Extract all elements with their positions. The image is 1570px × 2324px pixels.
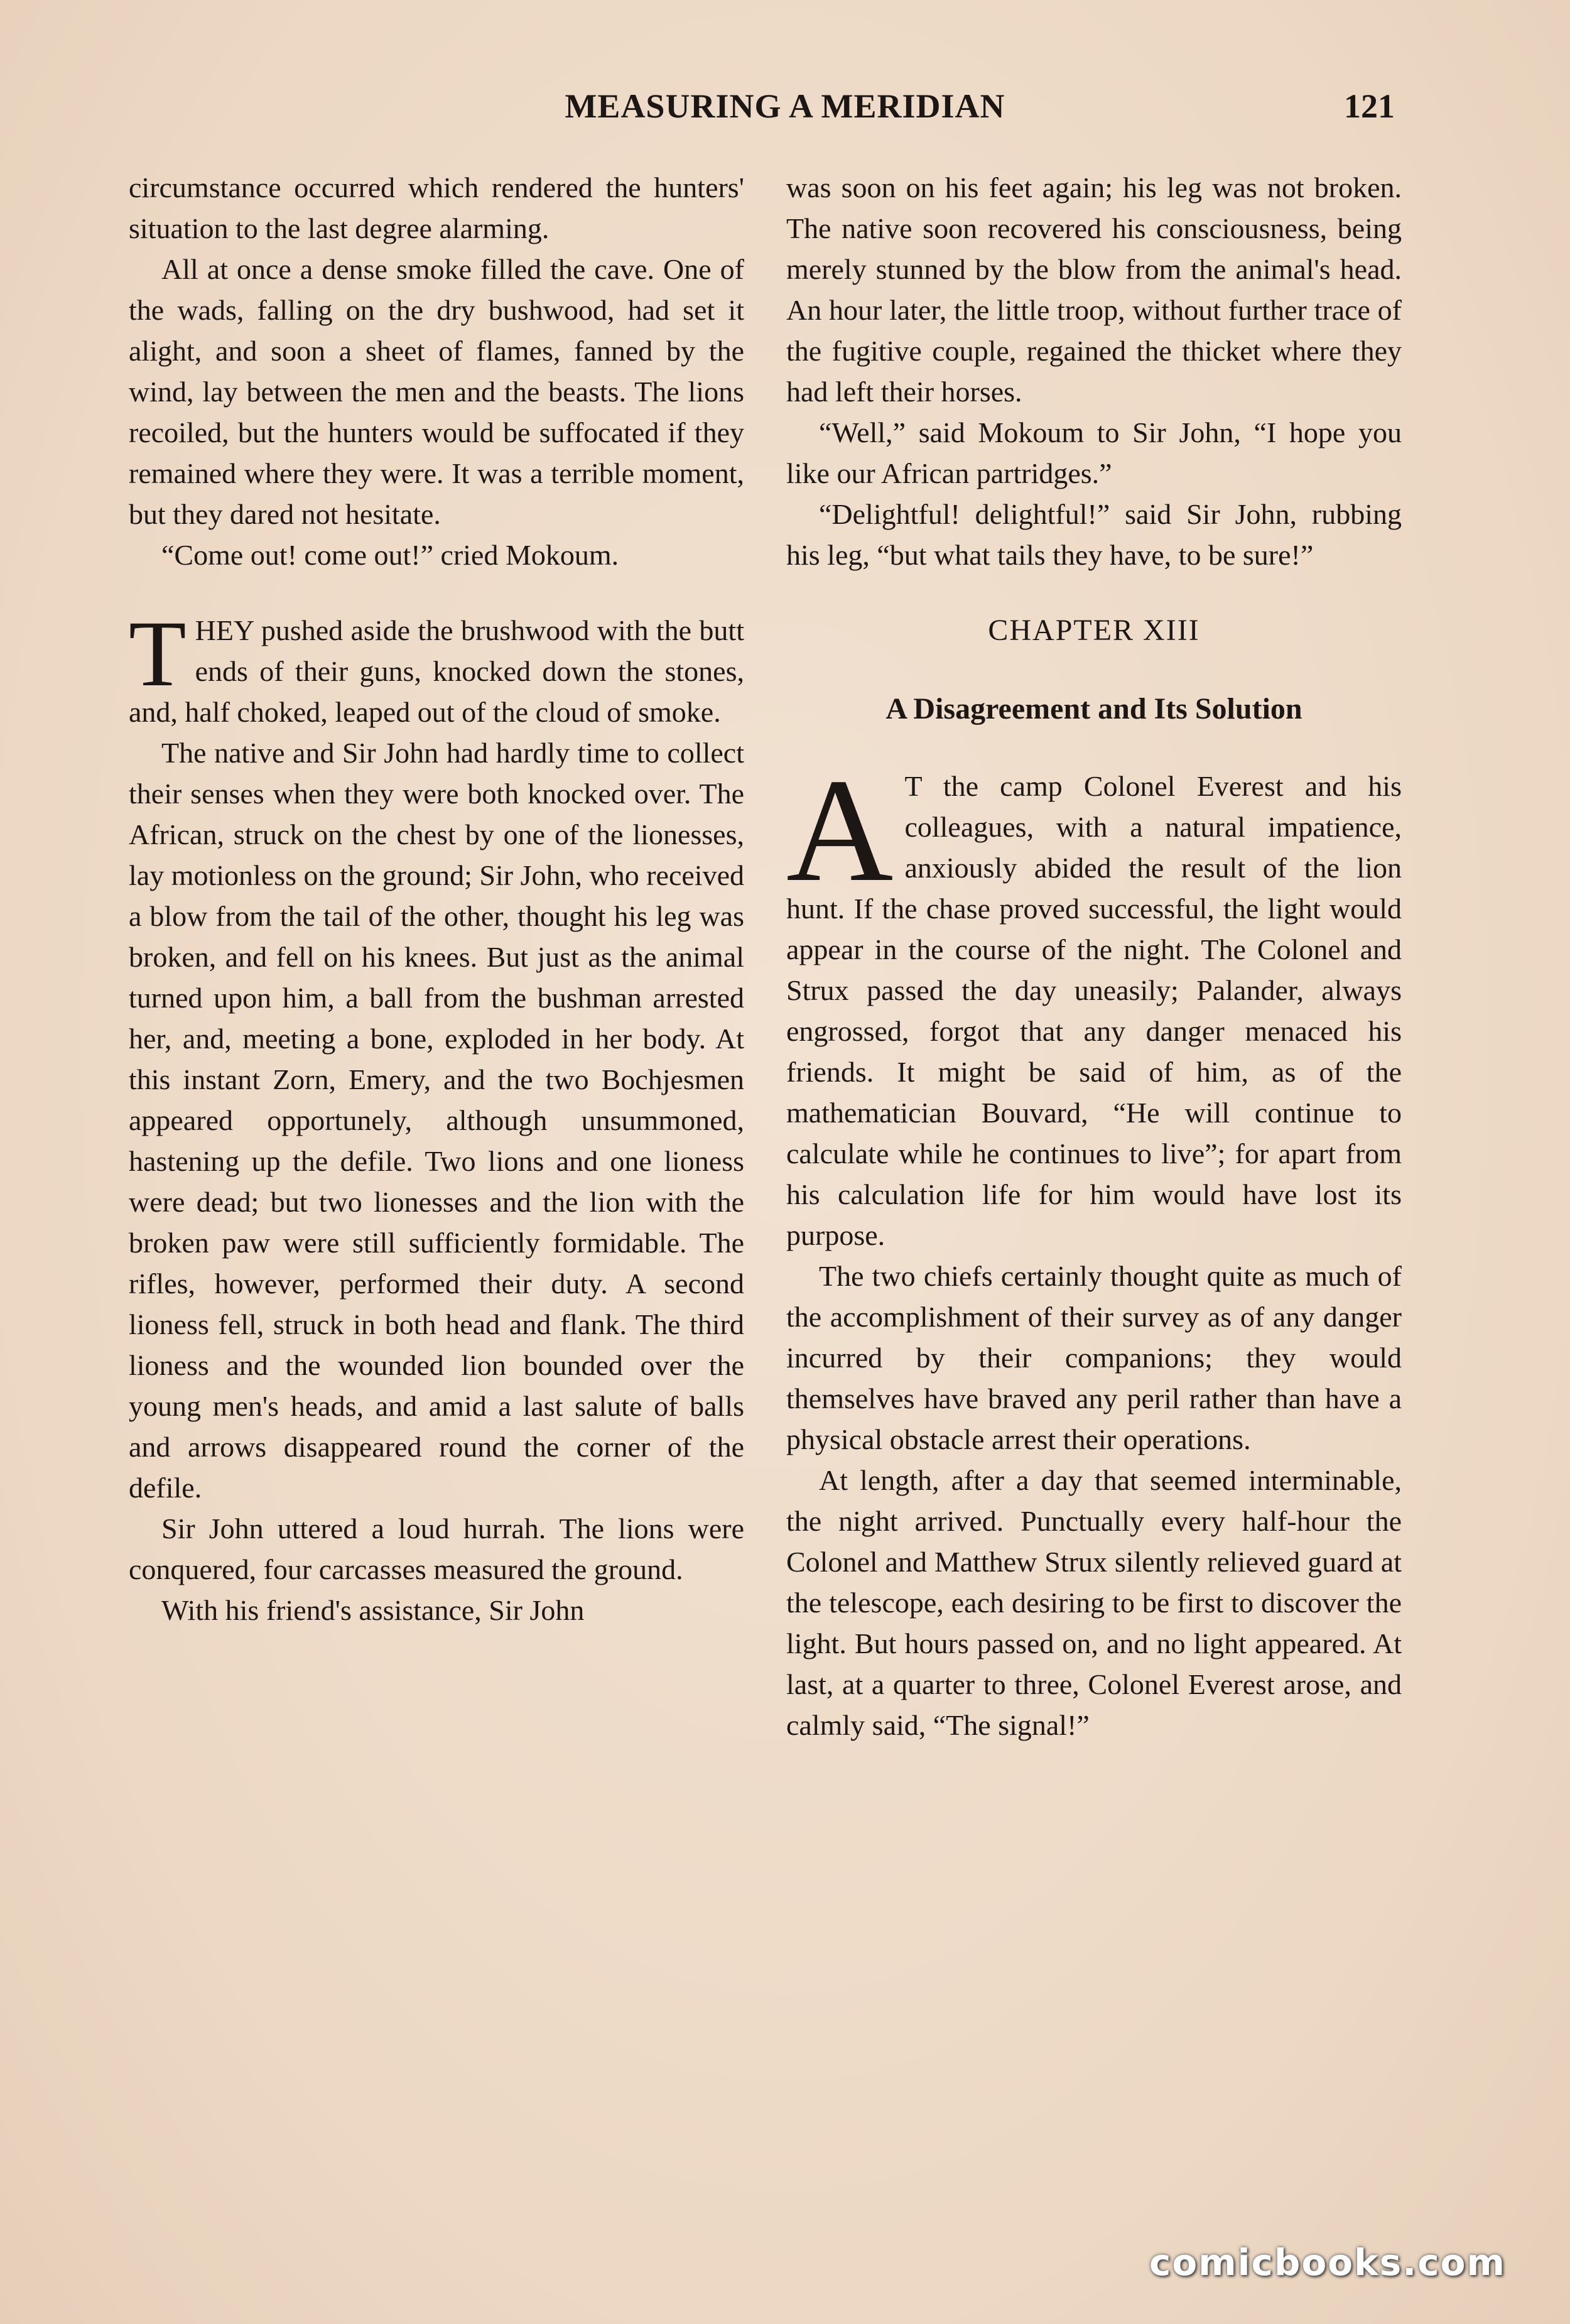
paragraph-with-drop-cap	[129, 602, 744, 732]
right-column	[786, 167, 1402, 1746]
chapter-number: CHAPTER XIII	[988, 614, 1200, 647]
paragraph: The two chiefs certainly thought quite as much of the accomplishment of their survey as of any danger incurred by their companions; they would themselves have braved any peril rather than have a physical obstacle arrest their operations.	[786, 1260, 1402, 1455]
paragraph: “Delightful! delightful!” said Sir John, rubbing his leg, “but what tails they have, to be sure!”	[786, 498, 1402, 571]
paragraph: At length, after a day that seemed interminable, the night arrived. Punctually every half-hour the Colonel and Matthew Strux silently relieved guard at the telescope, each desiring to be first to discover the light. But hours passed on, and no light appeared. At last, at a quarter to three, Colonel Everest arose, and calmly said, “The signal!”	[786, 1464, 1402, 1741]
left-column	[129, 167, 744, 1631]
paragraph-text: T the camp Colonel Everest and his colleagues, with a natural impatience, anxiously abided the result of the lion hunt. If the chase proved successful, the light would appear in the course of the night. The Colonel and Strux passed the day uneasily; Palander, always engrossed, forgot that any danger menaced his friends. It might be said of him, as of the mathematician Bouvard, “He will continue to calculate while he continues to live”; for apart from his calculation life for him would have lost its purpose.	[786, 770, 1402, 1251]
paragraph: was soon on his feet again; his leg was not broken. The native soon recovered his consciousness, being merely stunned by the blow from the animal's head. An hour later, the little troop, without further trace of the fugitive couple, regained the thicket where they had left their horses.	[786, 171, 1402, 408]
drop-cap: A	[786, 749, 894, 913]
drop-cap: T	[129, 602, 187, 706]
paragraph-text: HEY pushed aside the brushwood with the butt ends of their guns, knocked down the stones, and, half choked, leaped out of the cloud of smoke.	[129, 614, 744, 728]
page-number: 121	[1344, 87, 1395, 125]
chapter-title: A Disagreement and Its Solution	[885, 692, 1302, 725]
watermark: comicbooks.com	[1149, 2241, 1506, 2284]
paragraph: All at once a dense smoke filled the cave. One of the wads, falling on the dry bushwood, had set it alight, and soon a sheet of flames, fanned by the wind, lay between the men and the beasts. The lions recoiled, but the hunters would be suffocated if they remained where they were. It was a terrible moment, but they dared not hesitate.	[129, 253, 744, 530]
paragraph: circumstance occurred which rendered the hunters' situation to the last degree alarming.	[129, 171, 744, 244]
section-break	[129, 575, 744, 610]
paragraph: “Well,” said Mokoum to Sir John, “I hope you like our African partridges.”	[786, 416, 1402, 489]
running-title: MEASURING A MERIDIAN	[565, 87, 1005, 125]
paragraph-with-drop-cap	[786, 749, 1402, 1256]
paragraph: With his friend's assistance, Sir John	[161, 1594, 585, 1626]
paragraph: Sir John uttered a loud hurrah. The lions were conquered, four carcasses measured the ground.	[129, 1512, 744, 1585]
running-header	[0, 87, 1570, 137]
paragraph: The native and Sir John had hardly time to collect their senses when they were both knocked over. The African, struck on the chest by one of the lionesses, lay motionless on the ground; Sir John, who received a blow from the tail of the other, thought his leg was broken, and fell on his knees. But just as the animal turned upon him, a ball from the bushman arrested her, and, meeting a bone, exploded in her body. At this instant Zorn, Emery, and the two Bochjesmen appeared opportunely, although unsummoned, hastening up the defile. Two lions and one lioness were dead; but two lionesses and the lion with the broken paw were still sufficiently formidable. The rifles, however, performed their duty. A second lioness fell, struck in both head and flank. The third lioness and the wounded lion bounded over the young men's heads, and amid a last salute of balls and arrows disappeared round the corner of the defile.	[129, 737, 744, 1504]
paragraph: “Come out! come out!” cried Mokoum.	[161, 539, 619, 571]
